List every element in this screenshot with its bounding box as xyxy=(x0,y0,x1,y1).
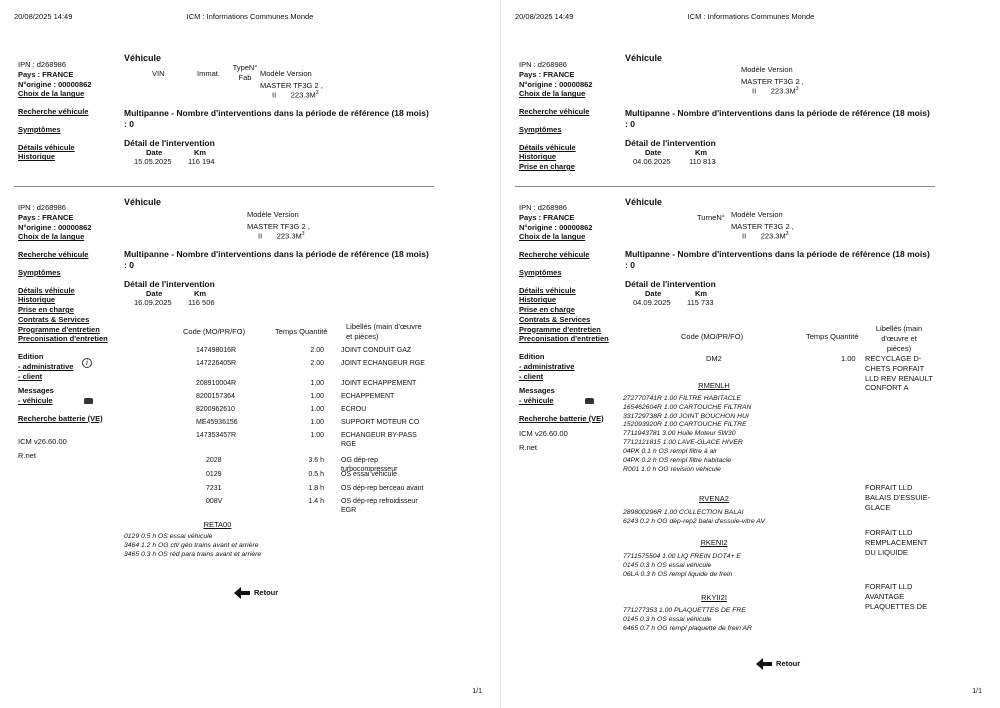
group-line: 7711943781 3.00 Huile Moteur 5W30 xyxy=(623,430,736,438)
main-label: RECYCLAGE D-CHETS FORFAIT LLD REV RENAULT CONFORT A xyxy=(865,354,933,393)
group-line: 6465 0.7 h OG rempl plaquette de frein AR xyxy=(623,624,752,632)
ipn-label: IPN : d268986 xyxy=(519,60,567,69)
group-lines xyxy=(623,607,853,633)
contrats-link[interactable]: Contrats & Services xyxy=(18,314,90,324)
code-col-header: Code (MO/PR/FO) xyxy=(681,332,744,341)
part-code: 208910004R xyxy=(196,380,237,387)
recherche-vehicule-link[interactable]: Recherche véhicule xyxy=(18,107,89,116)
main-qty: 1.00 xyxy=(841,354,856,363)
modele-value: MASTER TF3G 2 , xyxy=(731,222,794,231)
multipanne-text: Multipanne - Nombre d'interventions dans la période de référence (18 mois) : 0 xyxy=(625,108,930,129)
msg-vehicule-link[interactable]: - véhicule xyxy=(18,396,53,405)
part-code: ME45936156 xyxy=(196,419,238,426)
part-code: 0129 xyxy=(206,471,222,478)
symptomes-link[interactable]: Symptômes xyxy=(18,124,61,134)
prise-en-charge-link[interactable]: Prise en charge xyxy=(18,305,74,314)
preconisation-link[interactable]: Preconisation d'entretien xyxy=(18,334,108,344)
detail-title: Détail de l'intervention xyxy=(625,138,716,148)
section-divider xyxy=(515,186,935,187)
section-divider xyxy=(14,186,434,187)
part-label: ECHAPPEMENT xyxy=(341,393,395,400)
recherche-vehicule-link[interactable]: Recherche véhicule xyxy=(519,250,590,259)
immat-label: Immat. xyxy=(197,69,220,78)
temps-col-header: Temps Quantité xyxy=(275,327,328,336)
historique-link[interactable]: Historique xyxy=(18,152,56,162)
km-label: Km xyxy=(194,148,207,157)
detail-title: Détail de l'intervention xyxy=(625,279,716,289)
page-number: 1/1 xyxy=(472,687,482,695)
group-line: 06LA 0.3 h OS rempl liquide de frein xyxy=(623,570,733,578)
group-lines xyxy=(623,509,853,527)
print-date: 20/08/2025 14:49 xyxy=(14,12,73,21)
part-code: 2028 xyxy=(206,457,222,464)
km-label: Km xyxy=(695,289,708,298)
vehicle-panel xyxy=(625,53,935,166)
pays-label: Pays : FRANCE xyxy=(18,69,74,79)
recherche-vehicule-link[interactable]: Recherche véhicule xyxy=(18,250,89,259)
part-code: 8200962610 xyxy=(196,406,235,413)
print-title: ICM : Informations Communes Monde xyxy=(186,12,314,21)
type-fab-label: TypeN° Fab xyxy=(232,63,258,82)
part-qty: 1.00 xyxy=(310,419,324,426)
part-qty: 1.00 xyxy=(310,432,324,439)
programme-link[interactable]: Programme d'entretien xyxy=(18,324,100,334)
code-col-header: Code (MO/PR/FO) xyxy=(183,327,246,336)
vehicle-title: Véhicule xyxy=(625,53,663,63)
group-line: 289800296R 1.00 COLLECTION BALAI xyxy=(623,509,744,516)
group-line: 3464 1.2 h OG ctl/ géo trains avant et arrière xyxy=(124,541,259,549)
group-line: 6243 0.2 h OG dép-rep2 balai d'essuie-vitre AV xyxy=(623,517,765,525)
group-line: 272770741R 1.00 FILTRE HABITACLE xyxy=(623,395,741,402)
group-lines xyxy=(623,553,853,579)
details-vehicule-link[interactable]: Détails véhicule xyxy=(18,142,75,152)
programme-link[interactable]: Programme d'entretien xyxy=(519,324,601,334)
part-label: JOINT ECHAPPEMENT xyxy=(341,380,417,387)
symptomes-link[interactable]: Symptômes xyxy=(519,267,562,277)
version-value: II $223.3M^3$ xyxy=(258,231,305,241)
group-lines xyxy=(124,533,384,559)
sidebar xyxy=(519,203,619,453)
prise-en-charge-link[interactable]: Prise en charge xyxy=(519,305,575,314)
group-line: 04PK 0.2 h OS rempl filtre habitacle xyxy=(623,456,732,464)
info-icon[interactable]: i xyxy=(82,358,92,368)
modele-version-label: Modèle Version xyxy=(741,65,793,74)
part-code: 7231 xyxy=(206,485,222,492)
recherche-batterie-link[interactable]: Recherche batterie (VE) xyxy=(519,413,604,423)
record-km: 115 733 xyxy=(687,298,714,307)
retour-label: Retour xyxy=(254,588,279,598)
part-label: OS dép-rep refroidisseur EGR xyxy=(341,498,418,515)
group-title: RETA00 xyxy=(203,520,232,529)
print-title: ICM : Informations Communes Monde xyxy=(687,12,815,21)
date-label: Date xyxy=(645,289,662,298)
edition-label: Edition xyxy=(18,352,44,361)
part-qty: 3.6 h xyxy=(308,457,324,464)
vehicle-title: Véhicule xyxy=(124,197,162,207)
group-line: 771277353 1.00 PLAQUETTES DE FRE xyxy=(623,607,746,614)
sidebar xyxy=(18,60,118,162)
temps-col-header: Temps Quantité xyxy=(806,332,859,341)
details-vehicule-link[interactable]: Détails véhicule xyxy=(519,285,576,295)
prise-en-charge-link[interactable]: Prise en charge xyxy=(519,162,575,171)
vehicle-panel xyxy=(124,197,434,307)
choix-langue-link[interactable]: Choix de la langue xyxy=(18,232,85,242)
recherche-batterie-link[interactable]: Recherche batterie (VE) xyxy=(18,413,103,423)
group-line: 04PK 0.1 h OS rempl filtre à air xyxy=(623,447,718,455)
group-line: 7711575504 1.00 LIQ FREIN DOT4+ E xyxy=(623,553,741,560)
part-label: JOINT CONDUIT GAZ xyxy=(341,347,412,354)
modele-value: MASTER TF3G 2 , xyxy=(247,222,310,231)
date-label: Date xyxy=(146,289,163,298)
symptomes-link[interactable]: Symptômes xyxy=(18,267,61,277)
part-qty: 1.8 h xyxy=(308,485,324,492)
group-line: 7712121815 1.00 LAVE-GLACE HIVER xyxy=(623,439,743,447)
print-date: 20/08/2025 14:49 xyxy=(515,12,574,21)
historique-link[interactable]: Historique xyxy=(519,295,557,305)
historique-link[interactable]: Historique xyxy=(519,152,557,162)
km-label: Km xyxy=(695,148,708,157)
retour-button[interactable] xyxy=(234,587,278,599)
modele-version-label: Modèle Version xyxy=(247,210,299,219)
modele-value: MASTER TF3G 2 , xyxy=(260,81,323,90)
group-lines xyxy=(623,395,853,474)
version-value: II $223.3M^3$ xyxy=(742,231,789,241)
forfait-label: FORFAIT LLD REMPLACEMENT DU LIQUIDE xyxy=(865,528,928,557)
multipanne-text: Multipanne - Nombre d'interventions dans la période de référence (18 mois) : 0 xyxy=(625,249,930,270)
historique-link[interactable]: Historique xyxy=(18,295,56,305)
libelles-col-header: Libellés (main d'œuvre et pièces) xyxy=(346,322,422,341)
group-title: RVENA2 xyxy=(699,494,729,503)
record-km: 110 813 xyxy=(689,157,716,166)
version-text: ICM v26.60.00 xyxy=(519,428,568,438)
group-line: 0145 0.3 h OS essai véhicule xyxy=(623,561,712,569)
libelles-col-header: Libellés (main d'œuvre et pièces) xyxy=(875,324,923,353)
pays-label: Pays : FRANCE xyxy=(18,212,74,222)
part-label: ECHANGEUR BY-PASS RGE xyxy=(341,432,417,449)
main-code: DM2 xyxy=(706,354,722,363)
page-number: 1/1 xyxy=(972,687,982,695)
part-label: SUPPORT MOTEUR CO xyxy=(341,419,420,426)
ipn-label: IPN : d268986 xyxy=(519,203,567,212)
ipn-label: IPN : d268986 xyxy=(18,60,66,69)
forfait-label: FORFAIT LLD BALAIS D'ESSUIE-GLACE xyxy=(865,483,931,512)
part-qty: 0.5 h xyxy=(308,471,324,478)
norigine-label: N°origine : 00000862 xyxy=(519,79,593,89)
modele-version-label: Modèle Version xyxy=(731,210,783,219)
choix-langue-link[interactable]: Choix de la langue xyxy=(519,232,586,242)
forfait-label: FORFAIT LLD AVANTAGE PLAQUETTES DE xyxy=(865,582,928,611)
part-qty: 2.00 xyxy=(310,347,324,354)
right-page xyxy=(500,0,1000,708)
record-date: 04.06.2025 xyxy=(633,157,671,166)
norigine-label: N°origine : 00000862 xyxy=(18,79,92,89)
part-qty: 1.00 xyxy=(310,393,324,400)
back-arrow-icon xyxy=(234,587,250,599)
record-km: 116 194 xyxy=(188,157,215,166)
group-title: RKENI2 xyxy=(700,538,728,547)
turne-label: TurneN° xyxy=(697,213,725,222)
edition-label: Edition xyxy=(519,352,545,361)
part-label: OG dép-rep turbocompresseur xyxy=(341,457,398,474)
car-icon[interactable] xyxy=(585,398,594,404)
details-vehicule-link[interactable]: Détails véhicule xyxy=(519,142,576,152)
group-line: 0145 0.3 h OS essai véhicule xyxy=(623,615,712,623)
messages-label: Messages xyxy=(519,386,555,396)
version-value: II $223.3M^3$ xyxy=(752,86,799,96)
part-label: OS essai véhicule xyxy=(341,471,398,478)
part-code: 147226405R xyxy=(196,360,237,367)
ipn-label: IPN : d268986 xyxy=(18,203,66,212)
msg-vehicule-link[interactable]: - véhicule xyxy=(519,396,554,405)
administrative-link[interactable]: - administrative xyxy=(18,361,74,371)
pays-label: Pays : FRANCE xyxy=(519,69,575,79)
group-title: RMENLH xyxy=(698,381,730,390)
car-icon[interactable] xyxy=(84,398,93,404)
record-date: 04.09.2025 xyxy=(633,298,671,307)
part-qty: 2.00 xyxy=(310,360,324,367)
part-qty: 1.00 xyxy=(310,380,324,387)
vehicle-panel xyxy=(625,197,935,307)
group-title: RKYII2I xyxy=(701,593,727,602)
group-line: R001 1.0 h OG révision véhicule xyxy=(623,465,721,473)
choix-langue-link[interactable]: Choix de la langue xyxy=(18,89,85,99)
messages-label: Messages xyxy=(18,386,54,396)
norigine-label: N°origine : 00000862 xyxy=(519,222,593,232)
contrats-link[interactable]: Contrats & Services xyxy=(519,314,591,324)
back-arrow-icon xyxy=(756,658,772,670)
record-date: 16.09.2025 xyxy=(134,298,172,307)
rnet-text: R.net xyxy=(18,451,36,461)
administrative-link[interactable]: - administrative xyxy=(519,361,575,371)
vin-label: VIN xyxy=(152,69,165,78)
client-link[interactable]: - client xyxy=(519,371,544,381)
record-date: 15.05.2025 xyxy=(134,157,172,166)
vehicle-title: Véhicule xyxy=(625,197,663,207)
part-label: ECROU xyxy=(341,406,367,413)
modele-version-label: Modèle Version xyxy=(260,69,312,78)
detail-title: Détail de l'intervention xyxy=(124,138,215,148)
km-label: Km xyxy=(194,289,207,298)
retour-button[interactable] xyxy=(756,658,800,670)
group-line: 331729738R 1.00 JOINT BOUCHON HUI xyxy=(623,412,749,420)
version-value: II $223.3M^3$ xyxy=(272,90,319,100)
preconisation-link[interactable]: Preconisation d'entretien xyxy=(519,334,609,344)
group-line: 3465 0.3 h OS réd para trains avant et arrière xyxy=(124,550,262,558)
date-label: Date xyxy=(146,148,163,157)
detail-title: Détail de l'intervention xyxy=(124,279,215,289)
vehicle-panel xyxy=(124,53,434,166)
group-line: 0129 0.5 h OS essai véhicule xyxy=(124,533,213,540)
sidebar xyxy=(519,60,619,172)
record-km: 116 506 xyxy=(188,298,215,307)
rnet-text: R.net xyxy=(519,443,537,453)
symptomes-link[interactable]: Symptômes xyxy=(519,124,562,134)
group-line: 165462604R 1.00 CARTOUCHE FILTRAN xyxy=(623,403,752,411)
recherche-vehicule-link[interactable]: Recherche véhicule xyxy=(519,107,590,116)
version-text: ICM v26.60.00 xyxy=(18,436,67,446)
part-qty: 1.00 xyxy=(310,406,324,413)
retour-label: Retour xyxy=(776,659,801,669)
pays-label: Pays : FRANCE xyxy=(519,212,575,222)
part-code: 008V xyxy=(206,498,223,505)
date-label: Date xyxy=(645,148,662,157)
part-label: JOINT ECHANGEUR RGE xyxy=(341,360,425,367)
group-line: 152093920R 1.00 CARTOUCHE FILTRE xyxy=(623,421,747,429)
part-label: OS dép-rep berceau avant xyxy=(341,485,424,492)
part-code: 147353457R xyxy=(196,432,237,439)
part-qty: 1.4 h xyxy=(308,498,324,505)
multipanne-text: Multipanne - Nombre d'interventions dans la période de référence (18 mois) : 0 xyxy=(124,249,429,270)
part-code: 147498016R xyxy=(196,347,237,354)
details-vehicule-link[interactable]: Détails véhicule xyxy=(18,285,75,295)
client-link[interactable]: - client xyxy=(18,371,43,381)
multipanne-text: Multipanne - Nombre d'interventions dans la période de référence (18 mois) : 0 xyxy=(124,108,429,129)
norigine-label: N°origine : 00000862 xyxy=(18,222,92,232)
part-code: 8200157364 xyxy=(196,393,235,400)
choix-langue-link[interactable]: Choix de la langue xyxy=(519,89,586,99)
sidebar xyxy=(18,203,118,461)
modele-value: MASTER TF3G 2 , xyxy=(741,77,804,86)
vehicle-title: Véhicule xyxy=(124,53,162,63)
